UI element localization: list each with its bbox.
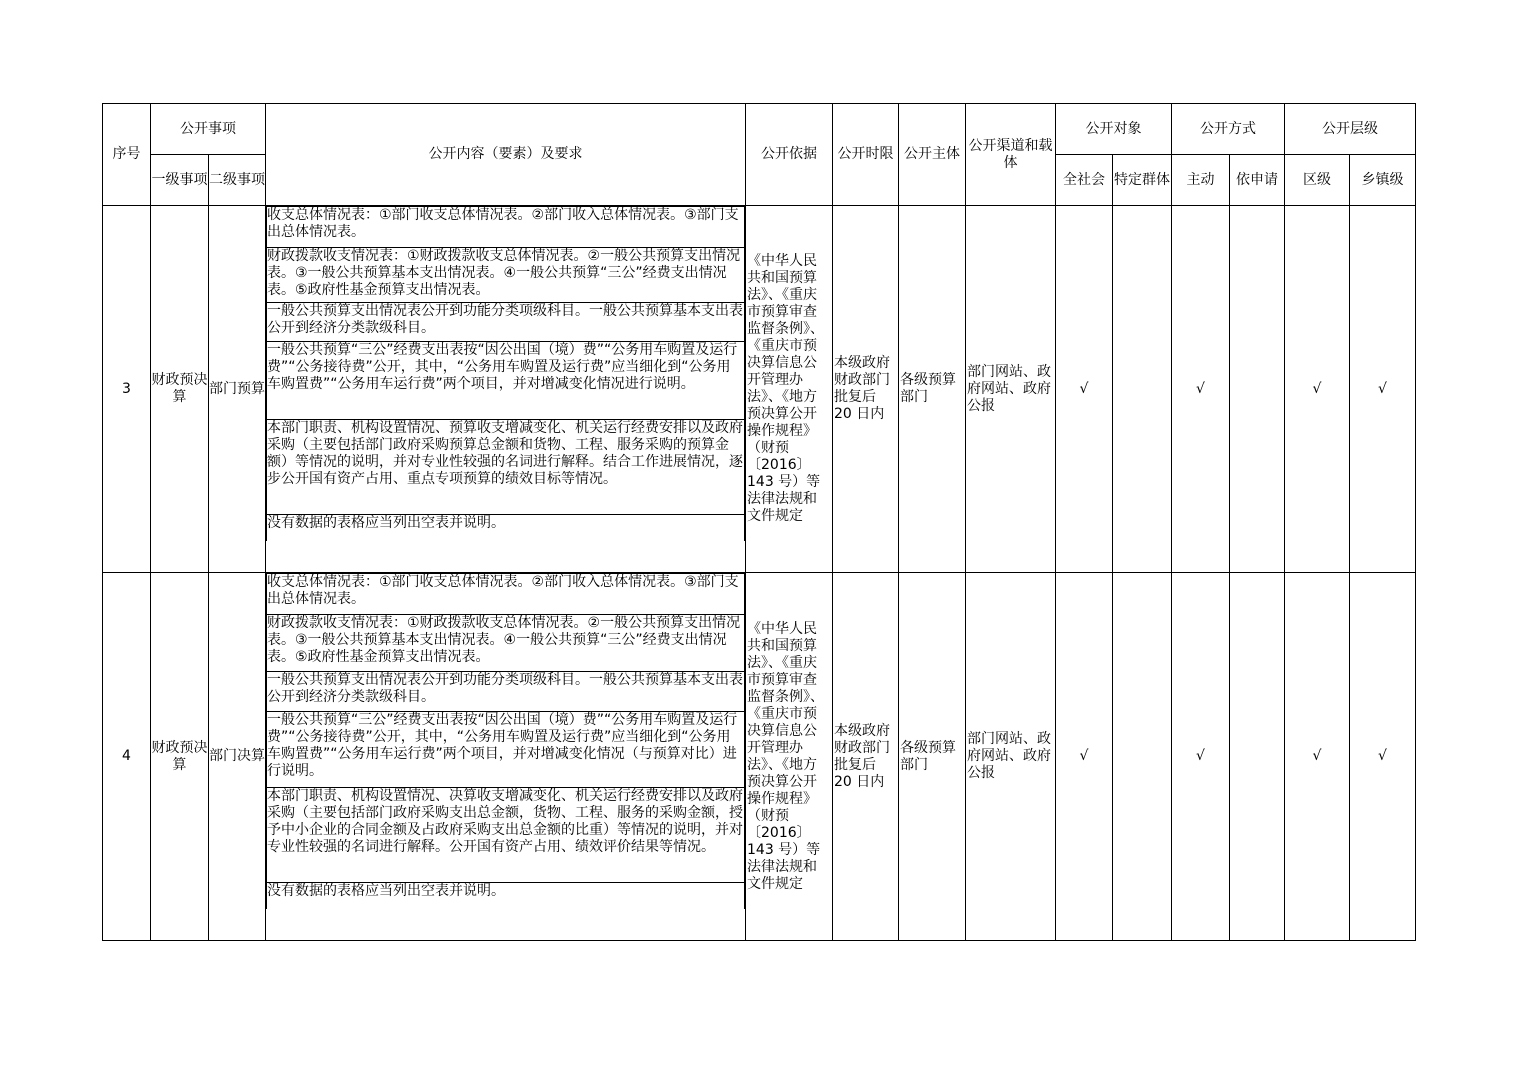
content-item: 财政拨款收支情况表：①财政拨款收支总体情况表。②一般公共预算支出情况表。③一般公共预算基本支出情况表。④一般公共预算“三公”经费支出情况表。⑤政府性基金预算支出情况表。 xyxy=(267,615,745,672)
header-active: 主动 xyxy=(1172,155,1230,206)
check-whole-society: √ xyxy=(1056,573,1113,941)
check-district: √ xyxy=(1285,206,1350,573)
header-item: 公开事项 xyxy=(151,104,266,155)
content-item: 一般公共预算支出情况表公开到功能分类项级科目。一般公共预算基本支出表公开到经济分类款级科目。 xyxy=(267,303,745,342)
header-level1: 一级事项 xyxy=(151,155,209,206)
content-item: 收支总体情况表：①部门收支总体情况表。②部门收入总体情况表。③部门支出总体情况表。 xyxy=(267,574,745,615)
disclosure-table xyxy=(102,103,1416,941)
content-item: 没有数据的表格应当列出空表并说明。 xyxy=(267,883,745,910)
header-channel: 公开渠道和载体 xyxy=(966,104,1056,206)
table-row xyxy=(103,206,1416,573)
header-on-request: 依申请 xyxy=(1230,155,1285,206)
content-list xyxy=(266,206,745,541)
check-active: √ xyxy=(1172,573,1230,941)
row-level2: 部门决算 xyxy=(209,573,266,941)
table-row xyxy=(103,573,1416,941)
header-specific-group: 特定群体 xyxy=(1113,155,1172,206)
row-seq: 3 xyxy=(103,206,151,573)
content-item: 一般公共预算“三公”经费支出表按“因公出国（境）费”“公务用车购置及运行费”“公务接待费”公开，其中，“公务用车购置及运行费”应当细化到“公务用车购置费”“公务用车运行费”两个项目，并对增减变化情况（与预算对比）进行说明。 xyxy=(267,712,745,788)
header-district: 区级 xyxy=(1285,155,1350,206)
check-on-request xyxy=(1230,206,1285,573)
content-item: 收支总体情况表：①部门收支总体情况表。②部门收入总体情况表。③部门支出总体情况表。 xyxy=(267,207,745,248)
check-town: √ xyxy=(1350,573,1416,941)
row-time: 本级政府财政部门批复后 20 日内 xyxy=(833,573,899,941)
check-active: √ xyxy=(1172,206,1230,573)
header-whole-society: 全社会 xyxy=(1056,155,1113,206)
row-subject: 各级预算部门 xyxy=(899,206,966,573)
check-district: √ xyxy=(1285,573,1350,941)
header-basis: 公开依据 xyxy=(746,104,833,206)
header-level2: 二级事项 xyxy=(209,155,266,206)
content-item: 没有数据的表格应当列出空表并说明。 xyxy=(267,515,745,542)
row-content xyxy=(266,573,746,941)
row-level2: 部门预算 xyxy=(209,206,266,573)
header-subject: 公开主体 xyxy=(899,104,966,206)
row-seq: 4 xyxy=(103,573,151,941)
header-method: 公开方式 xyxy=(1172,104,1285,155)
check-town: √ xyxy=(1350,206,1416,573)
check-specific-group xyxy=(1113,206,1172,573)
row-subject: 各级预算部门 xyxy=(899,573,966,941)
header-town: 乡镇级 xyxy=(1350,155,1416,206)
row-level1: 财政预决算 xyxy=(151,206,209,573)
header-level: 公开层级 xyxy=(1285,104,1416,155)
content-item: 一般公共预算支出情况表公开到功能分类项级科目。一般公共预算基本支出表公开到经济分类款级科目。 xyxy=(267,672,745,712)
row-basis: 《中华人民共和国预算法》、《重庆市预算审查监督条例》、《重庆市预决算信息公开管理办法》、《地方预决算公开操作规程》（财预〔2016〕143 号）等法律法规和文件规定 xyxy=(746,206,833,573)
content-list xyxy=(266,573,745,909)
header-seq: 序号 xyxy=(103,104,151,206)
row-basis: 《中华人民共和国预算法》、《重庆市预算审查监督条例》、《重庆市预决算信息公开管理办法》、《地方预决算公开操作规程》（财预〔2016〕143 号）等法律法规和文件规定 xyxy=(746,573,833,941)
row-channel: 部门网站、政府网站、政府公报 xyxy=(966,573,1056,941)
content-item: 一般公共预算“三公”经费支出表按“因公出国（境）费”“公务用车购置及运行费”“公务接待费”公开，其中，“公务用车购置及运行费”应当细化到“公务用车购置费”“公务用车运行费”两个项目，并对增减变化情况进行说明。 xyxy=(267,342,745,420)
row-time: 本级政府财政部门批复后 20 日内 xyxy=(833,206,899,573)
row-level1: 财政预决算 xyxy=(151,573,209,941)
header-content: 公开内容（要素）及要求 xyxy=(266,104,746,206)
row-channel: 部门网站、政府网站、政府公报 xyxy=(966,206,1056,573)
content-item: 财政拨款收支情况表：①财政拨款收支总体情况表。②一般公共预算支出情况表。③一般公共预算基本支出情况表。④一般公共预算“三公”经费支出情况表。⑤政府性基金预算支出情况表。 xyxy=(267,248,745,303)
check-whole-society: √ xyxy=(1056,206,1113,573)
row-content xyxy=(266,206,746,573)
content-item: 本部门职责、机构设置情况、预算收支增减变化、机关运行经费安排以及政府采购（主要包括部门政府采购预算总金额和货物、工程、服务采购的预算金额）等情况的说明，并对专业性较强的名词进行解释。结合工作进展情况，逐步公开国有资产占用、重点专项预算的绩效目标等情况。 xyxy=(267,420,745,515)
content-item: 本部门职责、机构设置情况、决算收支增减变化、机关运行经费安排以及政府采购（主要包括部门政府采购支出总金额，货物、工程、服务的采购金额，授予中小企业的合同金额及占政府采购支出总金额的比重）等情况的说明，并对专业性较强的名词进行解释。公开国有资产占用、绩效评价结果等情况。 xyxy=(267,788,745,883)
check-on-request xyxy=(1230,573,1285,941)
header-time: 公开时限 xyxy=(833,104,899,206)
header-target: 公开对象 xyxy=(1056,104,1172,155)
check-specific-group xyxy=(1113,573,1172,941)
